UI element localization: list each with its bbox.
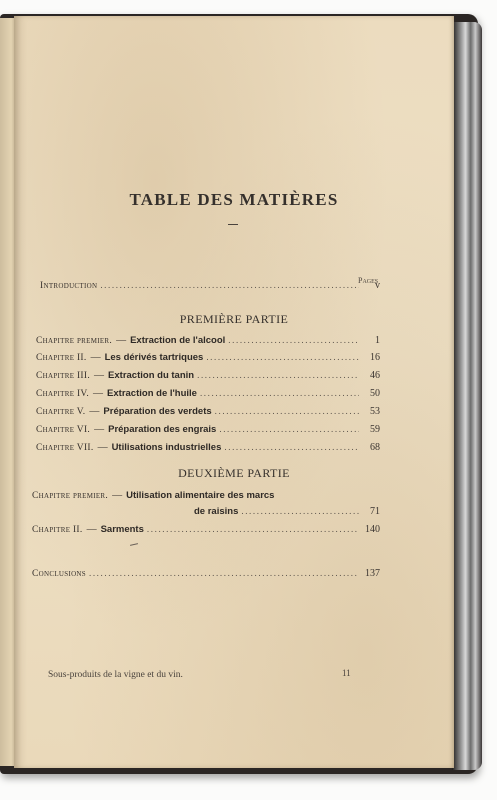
leader-dots xyxy=(100,280,359,290)
chapter-label: Chapitre premier. xyxy=(32,491,109,501)
leader-dots xyxy=(206,352,359,362)
leader-dots xyxy=(147,524,359,534)
toc-entry-label: Introduction xyxy=(40,281,98,291)
toc-entry: Chapitre VI. — Préparation des engrais ..... 59 xyxy=(36,424,380,435)
chapter-label: Chapitre IV. xyxy=(36,389,90,399)
leader-dots xyxy=(197,370,359,380)
chapter-title: Extraction de l'huile xyxy=(107,388,197,399)
toc-page-number: 1 xyxy=(375,335,380,346)
toc-page-number: 140 xyxy=(365,524,380,535)
toc-entry: Chapitre premier. — Extraction de l'alcool ..... 1 xyxy=(36,335,380,346)
toc-page-number: 16 xyxy=(370,352,380,363)
toc-page-number: 137 xyxy=(365,568,380,579)
pages-column-label: Pages xyxy=(358,276,379,285)
toc-entry-conclusions xyxy=(32,568,380,579)
leader-dots xyxy=(228,335,359,345)
part-heading-1: PREMIÈRE PARTIE xyxy=(179,312,289,326)
chapter-label: Chapitre VI. xyxy=(36,425,91,435)
chapter-title: Extraction de l'alcool xyxy=(130,335,226,346)
page-title: TABLE DES MATIÈRES xyxy=(129,190,339,209)
chapter-title: Préparation des verdets xyxy=(103,406,212,417)
title-rule xyxy=(228,224,238,225)
chapter-label: Chapitre III. xyxy=(36,371,91,381)
toc-entry: Chapitre VII. — Utilisations industrielles ..... 68 xyxy=(36,442,380,453)
toc-entry: Chapitre II. — Les dérivés tartriques ..... 16 xyxy=(36,352,380,363)
toc-entry: Chapitre V. — Préparation des verdets ..... 53 xyxy=(36,406,380,417)
toc-entry-introduction xyxy=(40,280,380,291)
leader-dots xyxy=(241,506,359,516)
toc-entry: Chapitre premier. — Utilisation alimentaire des marcs xyxy=(32,490,275,501)
chapter-label: Chapitre II. xyxy=(32,525,83,535)
leader-dots xyxy=(200,388,359,398)
leader-dots xyxy=(219,424,359,434)
part-heading-2: DEUXIÈME PARTIE xyxy=(178,466,290,480)
leader-dots xyxy=(215,406,359,416)
chapter-title: Utilisations industrielles xyxy=(111,442,222,453)
page-footer: Sous-produits de la vigne et du vin. xyxy=(48,670,183,680)
chapter-title: Extraction du tanin xyxy=(108,370,195,381)
chapter-label: Chapitre V. xyxy=(36,407,86,417)
chapter-label: Chapitre II. xyxy=(36,353,87,363)
toc-page-number: 46 xyxy=(370,370,380,381)
leader-dots xyxy=(89,568,359,578)
toc-page-number: 53 xyxy=(370,406,380,417)
toc-page-number: v xyxy=(375,280,380,291)
book-page xyxy=(14,16,454,768)
toc-page-number: 68 xyxy=(370,442,380,453)
signature-mark: 11 xyxy=(342,668,351,678)
toc-entry-label: Conclusions xyxy=(32,569,86,579)
toc-entry: Chapitre IV. — Extraction de l'huile ..... 50 xyxy=(36,388,380,399)
toc-entry-continuation xyxy=(194,506,380,517)
chapter-title: Les dérivés tartriques xyxy=(104,352,204,363)
toc-page-number: 59 xyxy=(370,424,380,435)
toc-page-number: 71 xyxy=(370,506,380,517)
toc-entry: Chapitre III. — Extraction du tanin ..... 46 xyxy=(36,370,380,381)
chapter-title: Préparation des engrais xyxy=(108,424,217,435)
leader-dots xyxy=(224,442,359,452)
ink-mark xyxy=(130,543,138,546)
chapter-title: Sarments xyxy=(100,524,144,535)
chapter-label: Chapitre premier. xyxy=(36,336,113,346)
toc-entry: Chapitre II. — Sarments ..... 140 xyxy=(32,524,380,535)
chapter-label: Chapitre VII. xyxy=(36,443,94,453)
chapter-title: Utilisation alimentaire des marcs xyxy=(126,490,275,501)
toc-page-number: 50 xyxy=(370,388,380,399)
plastic-cover-edge xyxy=(452,22,482,770)
chapter-title-continuation: de raisins xyxy=(194,506,239,517)
